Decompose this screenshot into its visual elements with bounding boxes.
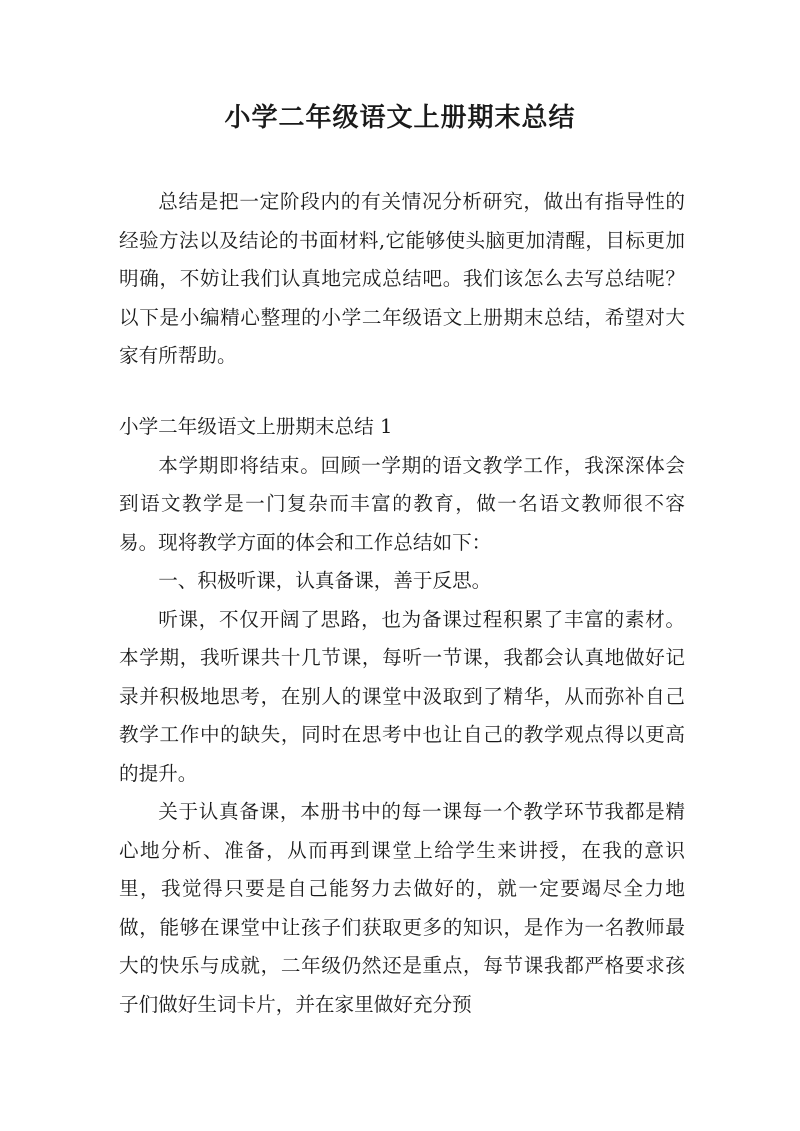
section-paragraph-3: 关于认真备课，本册书中的每一课每一个教学环节我都是精心地分析、准备，从而再到课堂上给学生来讲授，在我的意识里，我觉得只要是自己能努力去做好的，就一定要竭尽全力地做，能够在课堂中让孩子们获取更多的知识，是作为一名教师最大的快乐与成就，二年级仍然还是重点，每节课我都严格要求孩子们做好生词卡片，并在家里做好充分预 — [119, 800, 685, 1016]
section-paragraph-2: 听课，不仅开阔了思路，也为备课过程积累了丰富的素材。本学期，我听课共十几节课，每听一节课，我都会认真地做好记录并积极地思考，在别人的课堂中汲取到了精华，从而弥补自己教学工作中的缺失，同时在思考中也让自己的教学观点得以更高的提升。 — [119, 607, 685, 785]
document-title: 小学二年级语文上册期末总结 — [224, 103, 576, 133]
section-paragraph-1: 本学期即将结束。回顾一学期的语文教学工作，我深深体会到语文教学是一门复杂而丰富的教育，做一名语文教师很不容易。现将教学方面的体会和工作总结如下： — [119, 453, 685, 554]
subheading-listen-prepare: 一、积极听课，认真备课，善于反思。 — [158, 569, 492, 592]
section-heading: 小学二年级语文上册期末总结 1 — [119, 415, 393, 438]
section-1 — [119, 408, 685, 1024]
intro-paragraph: 总结是把一定阶段内的有关情况分析研究，做出有指导性的经验方法以及结论的书面材料,它能够使头脑更加清醒，目标更加明确，不妨让我们认真地完成总结吧。我们该怎么去写总结呢？以下是小编精心整理的小学二年级语文上册期末总结，希望对大家有所帮助。 — [119, 190, 685, 367]
